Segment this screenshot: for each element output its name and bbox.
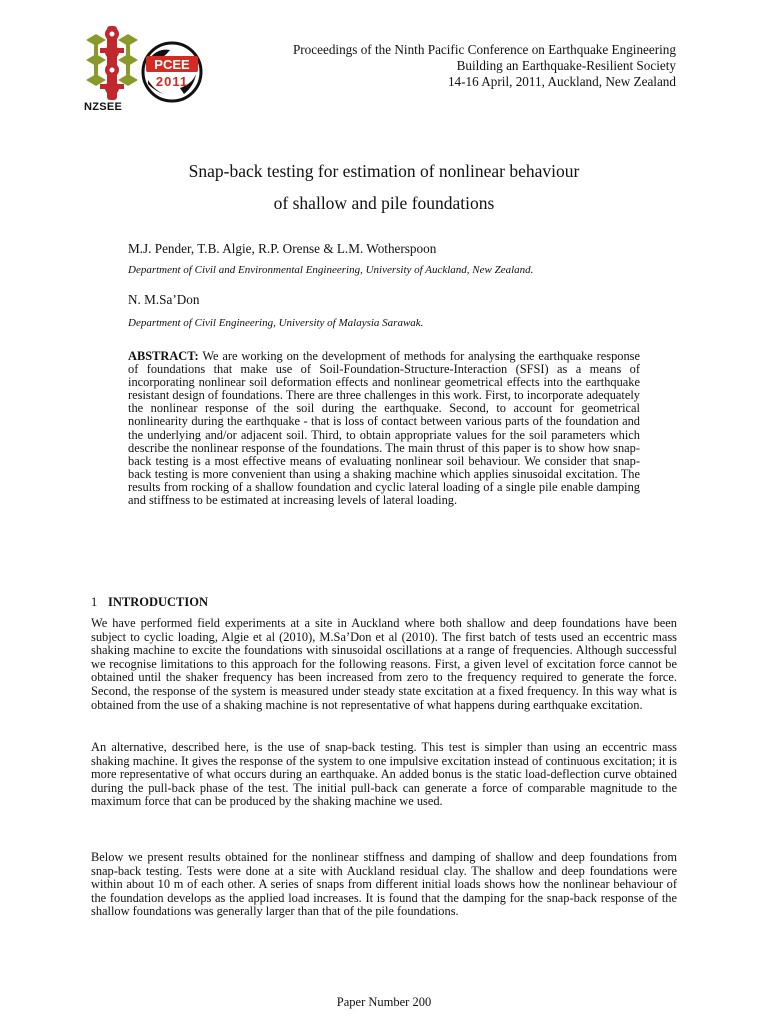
affiliation-2: Department of Civil Engineering, University of Malaysia Sarawak. [128, 317, 424, 329]
paper-title [0, 155, 768, 219]
abstract-text: We are working on the development of methods for analysing the earthquake response of foundations that make use of Soil-Foundation-Structure-Interaction (SFSI) as a means of incorporating nonlinear soil deformation effects and nonlinear geometrical effects into the earthquake resistant design of foundations. There are three challenges in this work. First, to incorporate adequately the nonlinear response of the soil during the earthquake. Second, to account for geometrical nonlinearity during the earthquake - that is loss of contact between various parts of the foundation and the underlying and/or adjacent soil. Third, to obtain appropriate values for the soil parameters which describe the nonlinear response of the foundations. The main thrust of this paper is to show how snap-back testing is a most effective means of evaluating nonlinear soil behaviour. We consider that snap-back testing is more convenient than using a shaking machine which applies sinusoidal excitation. The results from rocking of a shallow foundation and cyclic lateral loading of a single pile enable damping and stiffness to be estimated at increasing levels of lateral loading. [128, 349, 640, 508]
title-line-1: Snap-back testing for estimation of nonlinear behaviour [188, 161, 580, 181]
authors: M.J. Pender, T.B. Algie, R.P. Orense & L.M. Wotherspoon [128, 241, 437, 256]
conference-info [293, 42, 676, 90]
pcee-logo-text-top: PCEE [154, 57, 190, 72]
conference-line-3: 14-16 April, 2011, Auckland, New Zealand [447, 74, 676, 89]
section-title: INTRODUCTION [108, 595, 209, 609]
intro-paragraph-3: Below we present results obtained for the nonlinear stiffness and damping of shallow and deep foundations from snap-back testing. Tests were done at a site with Auckland residual clay. The shallow and deep foundations were within about 10 m of each other. A series of snaps from different initial loads shows how the nonlinear behaviour of the foundation develops as the applied load increases. It is found that the damping for the snap-back response of the shallow foundations was generally larger than that of the pile foundations. [91, 850, 677, 919]
affiliation-1: Department of Civil and Environmental Engineering, University of Auckland, New Zealand. [128, 264, 534, 276]
abstract [128, 350, 640, 507]
abstract-label: ABSTRACT: [128, 349, 199, 363]
section-number: 1 [91, 595, 98, 609]
section-heading [91, 595, 208, 610]
nzsee-logo-icon [80, 24, 144, 104]
intro-paragraph-1: We have performed field experiments at a site in Auckland where both shallow and deep foundations have been subject to cyclic loading, Algie et al (2010), M.Sa’Don et al (2010). The first batch of tests used an eccentric mass shaking machine to excite the foundations with sinusoidal oscillations at a range of frequencies. Although successful we recognise limitations to this approach for the following reasons. First, a given level of excitation force cannot be obtained until the shaker frequency has been increased from zero to the frequency required to generate the force. Second, the response of the system is measured under steady state excitation at a fixed frequency. In this way what is obtained from the use of a shaking machine is not representative of what happens during earthquake excitation. [91, 616, 677, 712]
conference-line-1: Proceedings of the Ninth Pacific Conference on Earthquake Engineering [292, 42, 676, 57]
title-line-2: of shallow and pile foundations [273, 193, 495, 213]
intro-paragraph-2: An alternative, described here, is the use of snap-back testing. This test is simpler than using an eccentric mass shaking machine. It gives the response of the system to one impulsive excitation instead of continuous excitation; it is more representative of what occurs during an earthquake. An added bonus is the static load-deflection curve obtained during the pull-back phase of the test. The initial pull-back can generate a force of comparable magnitude to the maximum force that can be produced by the shaking machine we used. [91, 740, 677, 809]
conference-line-2: Building an Earthquake-Resilient Society [456, 58, 676, 73]
pcee-logo-icon [140, 40, 204, 104]
author-2: N. M.Sa’Don [128, 292, 200, 307]
nzsee-label: NZSEE [84, 101, 123, 113]
paper-number: Paper Number 200 [336, 995, 432, 1009]
pcee-logo-text-year: 2011 [155, 74, 189, 89]
